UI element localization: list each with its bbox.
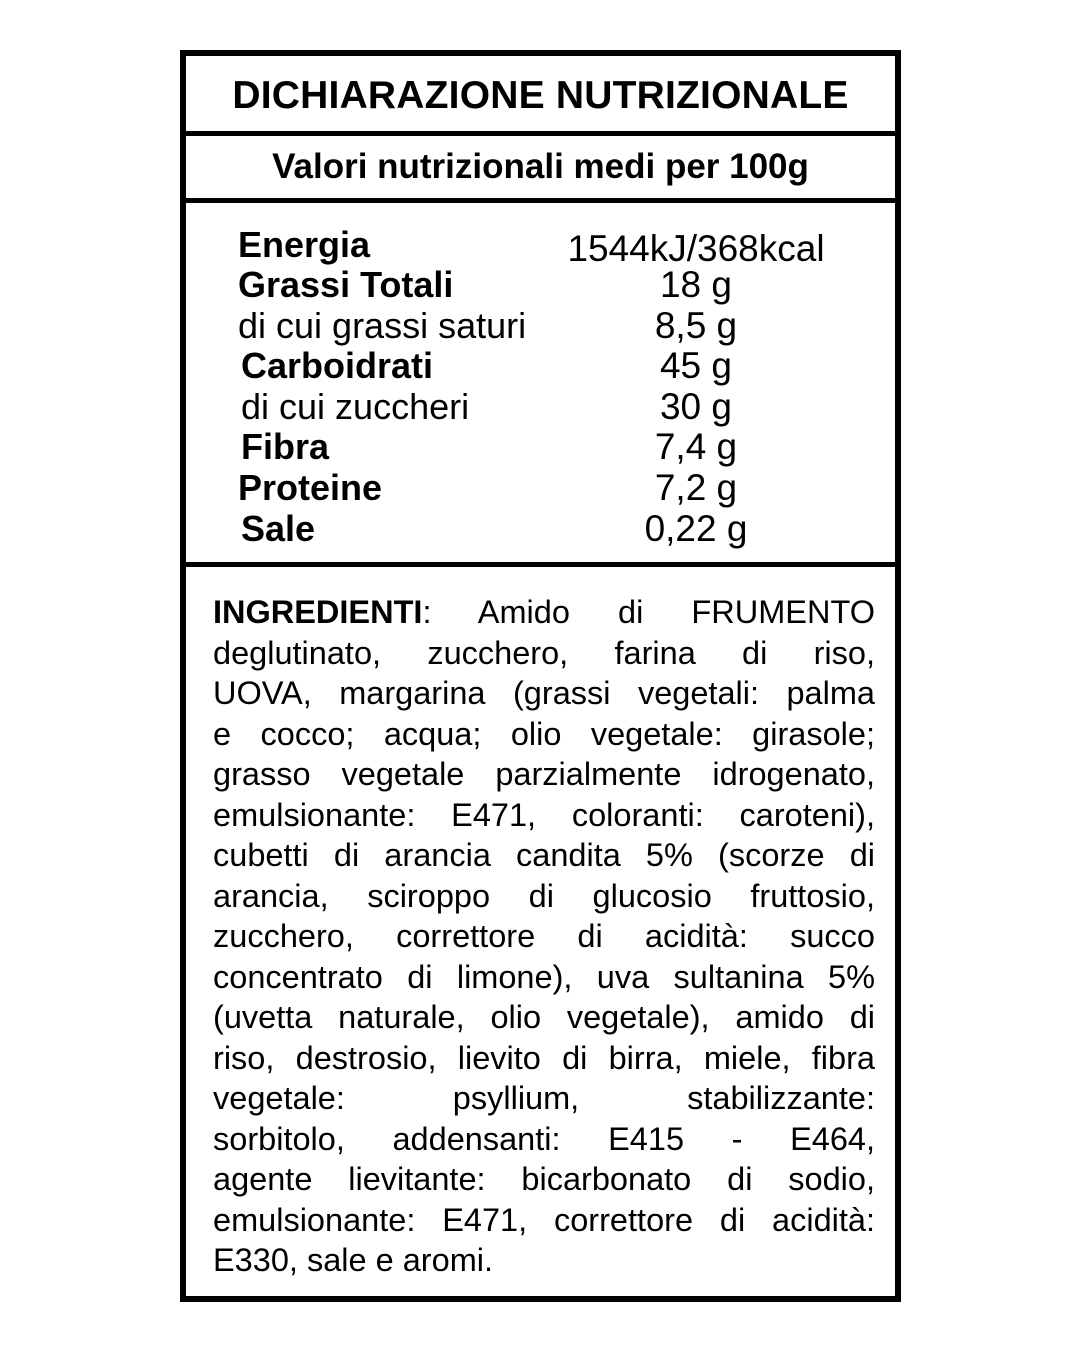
nutrient-name: Energia (238, 224, 371, 265)
nutrient-row-energia (186, 224, 895, 269)
label-subtitle: Valori nutrizionali medi per 100g (186, 136, 895, 203)
ingredients-line: E330, sale e aromi. (213, 1242, 494, 1278)
nutrient-name: di cui zuccheri (241, 386, 470, 427)
nutrient-value: 7,4 g (654, 426, 738, 467)
ingredients-heading: INGREDIENTI (213, 594, 423, 630)
ingredients-line: agente lievitante: bicarbonato di sodio, (213, 1161, 875, 1197)
ingredients-line: (uvetta naturale, olio vegetale), amido di (213, 999, 875, 1035)
ingredients-line: UOVA, margarina (grassi vegetali: palma (213, 675, 875, 711)
nutrient-value: 45 g (659, 345, 732, 386)
nutrition-table (186, 203, 895, 567)
nutrient-value: 30 g (659, 386, 732, 427)
nutrient-value: 0,22 g (644, 508, 748, 549)
ingredients-line: grasso vegetale parzialmente idrogenato, (213, 756, 875, 792)
nutrient-row-sale (186, 509, 895, 549)
ingredients-line: emulsionante: E471, correttore di acidità: (213, 1201, 875, 1238)
nutrition-label (180, 50, 901, 1302)
ingredients-line: deglutinato, zucchero, farina di riso, (213, 634, 875, 671)
ingredients-line: vegetale: psyllium, stabilizzante: (213, 1080, 875, 1116)
nutrient-value: 7,2 g (654, 467, 738, 508)
label-title: DICHIARAZIONE NUTRIZIONALE (186, 56, 895, 136)
ingredients-line (213, 592, 875, 633)
nutrient-row-proteine (186, 468, 895, 508)
nutrient-value: 18 g (659, 264, 732, 305)
ingredients-line: e cocco; acqua; olio vegetale: girasole; (213, 715, 875, 752)
ingredients-line: concentrato di limone), uva sultanina 5% (213, 958, 875, 995)
nutrient-value: 8,5 g (654, 305, 738, 346)
nutrient-row-carboidrati (186, 346, 895, 386)
nutrient-row-grassi-totali (186, 265, 895, 305)
nutrient-row-zuccheri (186, 387, 895, 427)
nutrient-name: Fibra (241, 426, 330, 467)
nutrient-name: di cui grassi saturi (238, 305, 527, 346)
nutrient-value: 1544kJ/368kcal (567, 228, 825, 269)
nutrient-name: Sale (241, 508, 316, 549)
nutrient-row-grassi-saturi (186, 306, 895, 346)
nutrient-name: Carboidrati (241, 345, 434, 386)
ingredients-line: riso, destrosio, lievito di birra, miele, fibra (213, 1039, 875, 1076)
ingredients-line: arancia, sciroppo di glucosio fruttosio, (213, 877, 875, 914)
ingredients-list (213, 592, 875, 1281)
nutrient-name: Proteine (238, 467, 383, 508)
nutrient-row-fibra (186, 427, 895, 467)
ingredients-line: zucchero, correttore di acidità: succo (213, 918, 875, 954)
nutrient-name: Grassi Totali (238, 264, 454, 305)
ingredients-line: emulsionante: E471, coloranti: caroteni), (213, 796, 875, 833)
ingredients-line: sorbitolo, addensanti: E415 - E464, (213, 1120, 875, 1157)
ingredients-line: cubetti di arancia candita 5% (scorze di (213, 837, 875, 873)
ingredients-text: : Amido di FRUMENTO (422, 594, 875, 630)
